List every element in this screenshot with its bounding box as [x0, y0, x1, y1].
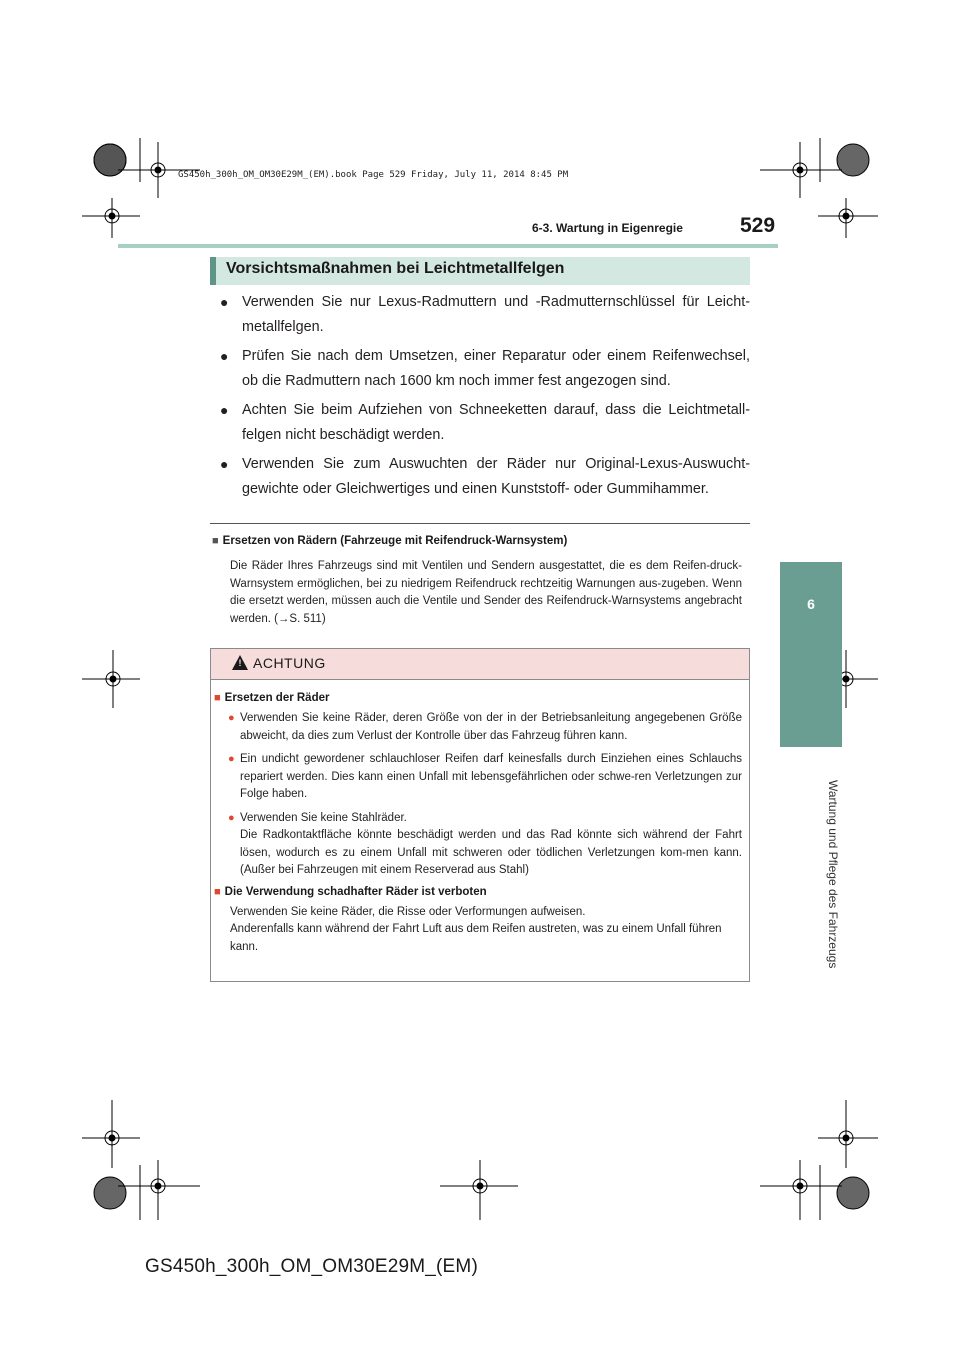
- warning-item: [228, 710, 742, 745]
- section-divider: [210, 523, 750, 524]
- header-rule: [118, 244, 778, 248]
- bullet-item: [220, 452, 750, 502]
- section-title: 6-3. Wartung in Eigenregie: [532, 221, 683, 235]
- red-dot-icon: ●: [228, 811, 235, 824]
- bullet-item: [220, 344, 750, 394]
- bullet-dot-icon: ●: [220, 402, 229, 418]
- chapter-number: 6: [807, 596, 815, 612]
- warning-subsection-title: Die Verwendung schadhafter Räder ist verboten: [224, 885, 487, 898]
- square-bullet-icon: ■: [214, 885, 221, 898]
- warning-item-text: Ein undicht gewordener schlauchloser Reifen darf keinesfalls durch Einziehen eines Schlauchs repariert werden. Dies kann einen Unfall mit lebensgefährlichen oder schwe-ren Verletzungen zur Folge haben.: [240, 753, 742, 800]
- note-title: [212, 535, 567, 547]
- bullet-item: [220, 290, 750, 340]
- warning-item-text: Verwenden Sie keine Stahlräder.: [240, 811, 407, 824]
- footer-code: GS450h_300h_OM_OM30E29M_(EM): [145, 1256, 478, 1277]
- warning-paragraph-line: Verwenden Sie keine Räder, die Risse oder Verformungen aufweisen.: [230, 905, 586, 918]
- caution-bullet-list: [220, 290, 750, 506]
- warning-paragraph-line: Anderenfalls kann während der Fahrt Luft aus dem Reifen austreten, was zu einem Unfall führen kann.: [230, 923, 722, 953]
- warning-item-text: Verwenden Sie keine Räder, deren Größe von der in der Betriebsanleitung angegebenen Größe abweicht, da dies zum Verlust der Kontrolle über das Fahrzeug führen kann.: [240, 712, 742, 742]
- warning-subsection-1: [214, 692, 742, 704]
- starburst-mark-icon: [94, 144, 126, 176]
- page-number: 529: [740, 214, 776, 237]
- bullet-text: Verwenden Sie nur Lexus-Radmuttern und -Radmutternschlüssel für Leicht-metallfelgen.: [242, 294, 750, 335]
- bullet-item: [220, 398, 750, 448]
- red-dot-icon: ●: [228, 753, 235, 765]
- warning-subsection-2: [214, 886, 742, 898]
- book-info-text: GS450h_300h_OM_OM30E29M_(EM).book Page 529 Friday, July 11, 2014 8:45 PM: [178, 170, 569, 180]
- bullet-dot-icon: ●: [220, 348, 229, 364]
- note-title-text: Ersetzen von Rädern (Fahrzeuge mit Reifendruck-Warnsystem): [222, 535, 568, 547]
- warning-item: [228, 751, 742, 804]
- red-dot-icon: ●: [228, 712, 235, 724]
- exclamation-icon: !: [238, 658, 242, 668]
- chapter-title: Wartung und Pflege des Fahrzeugs: [826, 780, 840, 969]
- square-bullet-icon: ■: [214, 692, 221, 704]
- warning-paragraph: [214, 904, 742, 957]
- warning-item-continued: [228, 827, 742, 880]
- warning-item-text: Die Radkontaktfläche könnte beschädigt werden und das Rad könnte sich während der Fahrt lösen, wodurch es zu einem Unfall mit schweren oder tödlichen Verletzungen kom-men kann. (Außer bei Fahrzeugen mit einem Reserverad aus Stahl): [240, 829, 742, 876]
- square-bullet-icon: ■: [212, 535, 219, 547]
- warning-content: [214, 692, 742, 956]
- warning-title: ACHTUNG: [253, 655, 326, 671]
- bullet-text: Prüfen Sie nach dem Umsetzen, einer Reparatur oder einem Reifenwechsel, ob die Radmuttern nach 1600 km noch immer fest angezogen sind.: [242, 348, 750, 389]
- bullet-dot-icon: ●: [220, 456, 229, 472]
- note-body: Die Räder Ihres Fahrzeugs sind mit Ventilen und Sendern ausgestattet, die es dem Reifen-druck-Warnsystem ermöglichen, bei zu niedrigem Reifendruck rechtzeitig Warnungen aus-zugeben. Wenn die ersetzt werden, müssen auch die Ventile und Sender des Reifendruck-Warnsystems angebracht werden. (→S. 511): [230, 560, 742, 625]
- bullet-text: Achten Sie beim Aufziehen von Schneeketten darauf, dass die Leichtmetall-felgen nicht beschädigt werden.: [242, 402, 750, 443]
- bullet-text: Verwenden Sie zum Auswuchten der Räder nur Original-Lexus-Auswucht-gewichte oder Gleichwertiges und einen Kunststoff- oder Gummihammer.: [242, 456, 750, 497]
- caution-header-title: Vorsichtsmaßnahmen bei Leichtmetallfelgen: [226, 260, 565, 277]
- warning-subsection-title: Ersetzen der Räder: [224, 692, 330, 704]
- chapter-tab: [780, 562, 842, 747]
- bullet-dot-icon: ●: [220, 294, 229, 310]
- warning-item: [228, 810, 742, 828]
